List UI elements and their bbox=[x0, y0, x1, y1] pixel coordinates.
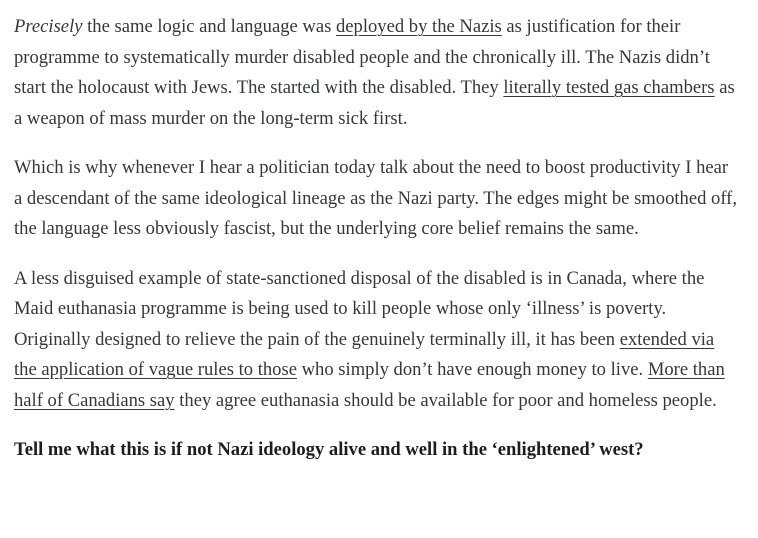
paragraph-nazi-logic bbox=[14, 12, 740, 134]
link-extended-vague-rules[interactable]: extended via the application of vague rules to those bbox=[14, 328, 715, 380]
paragraph-conclusion bbox=[14, 435, 740, 466]
paragraph-text: as a weapon of mass murder on the long-term sick first. bbox=[14, 77, 735, 129]
paragraph-text: A less disguised example of state-sanctioned disposal of the disabled is in Canada, where the Maid euthanasia programme is being used to kill people whose only ‘illness’ is poverty. Originally designed to relieve the pain of the genuinely terminally ill, it has been bbox=[14, 267, 705, 350]
link-tested-gas-chambers[interactable]: literally tested gas chambers bbox=[503, 77, 715, 98]
link-deployed-by-nazis[interactable]: deployed by the Nazis bbox=[336, 16, 502, 37]
paragraph-text: as justification for their programme to systematically murder disabled people and the chronically ill. The Nazis didn’t start the holocaust with Jews. The started with the disabled. They bbox=[14, 16, 710, 98]
paragraph-text: they agree euthanasia should be available for poor and homeless people. bbox=[174, 389, 717, 411]
paragraph-canada-maid bbox=[14, 264, 740, 417]
emphasis-precisely: Precisely bbox=[14, 16, 83, 37]
paragraph-text: who simply don’t have enough money to live. bbox=[296, 359, 648, 380]
paragraph-text: the same logic and language was bbox=[82, 16, 336, 37]
bold-conclusion: Tell me what this is if not Nazi ideology alive and well in the ‘enlightened’ west? bbox=[14, 439, 644, 460]
link-half-of-canadians[interactable]: More than half of Canadians say bbox=[14, 359, 725, 411]
paragraph-productivity: Which is why whenever I hear a politician today talk about the need to boost productivity I hear a descendant of the same ideological lineage as the Nazi party. The edges might be smoothed off, the language less obviously fascist, but the underlying core belief remains the same. bbox=[14, 157, 738, 239]
